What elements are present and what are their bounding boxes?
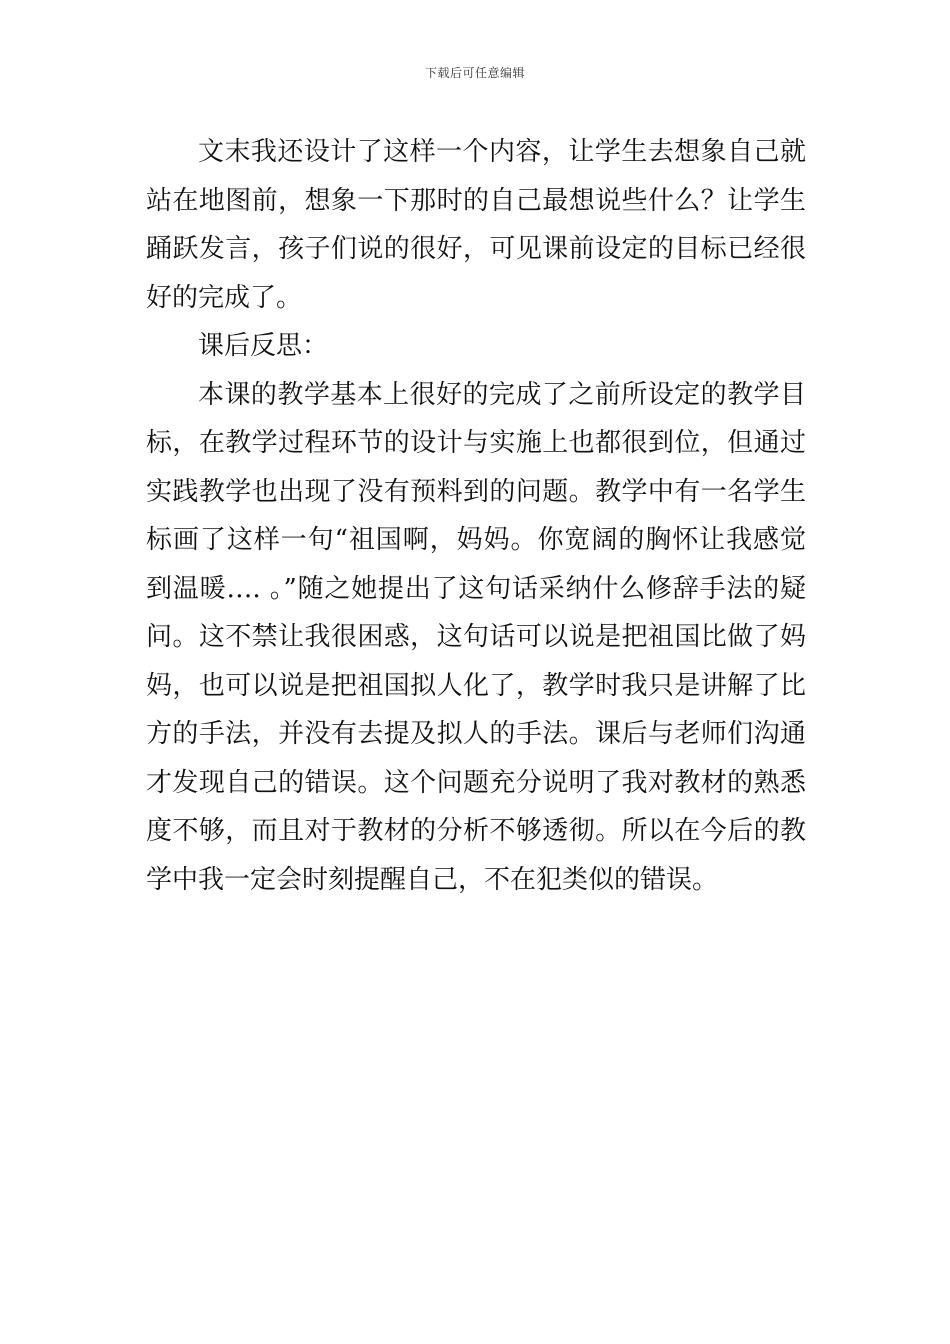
page-header: 下载后可任意编辑 — [424, 66, 525, 80]
section-heading-reflection: 课后反思： — [198, 331, 329, 361]
paragraph-reflection: 本课的教学基本上很好的完成了之前所设定的教学目标，在教学过程环节的设计与实施上也都很到位，但通过实践教学也出现了没有预料到的问题。教学中有一名学生标画了这样一句“祖国啊，妈妈。你宽阔的胸怀让我感觉到温暖…. 。”随之她提出了这句话采纳什么修辞手法的疑问。这不禁让我很困惑，这句话可以说是把祖国比做了妈妈，也可以说是把祖国拟人化了，教学时我只是讲解了比方的手法，并没有去提及拟人的手法。课后与老师们沟通才发现自己的错误。这个问题充分说明了我对教材的熟悉度不够，而且对于教材的分析不够透彻。所以在今后的教学中我一定会时刻提醒自己，不在犯类似的错误。 — [146, 379, 806, 895]
paragraph-closing-activity: 文末我还设计了这样一个内容，让学生去想象自己就站在地图前，想象一下那时的自己最想说些什么？让学生踊跃发言，孩子们说的很好，可见课前设定的目标已经很好的完成了。 — [146, 137, 806, 313]
document-body — [146, 128, 806, 904]
